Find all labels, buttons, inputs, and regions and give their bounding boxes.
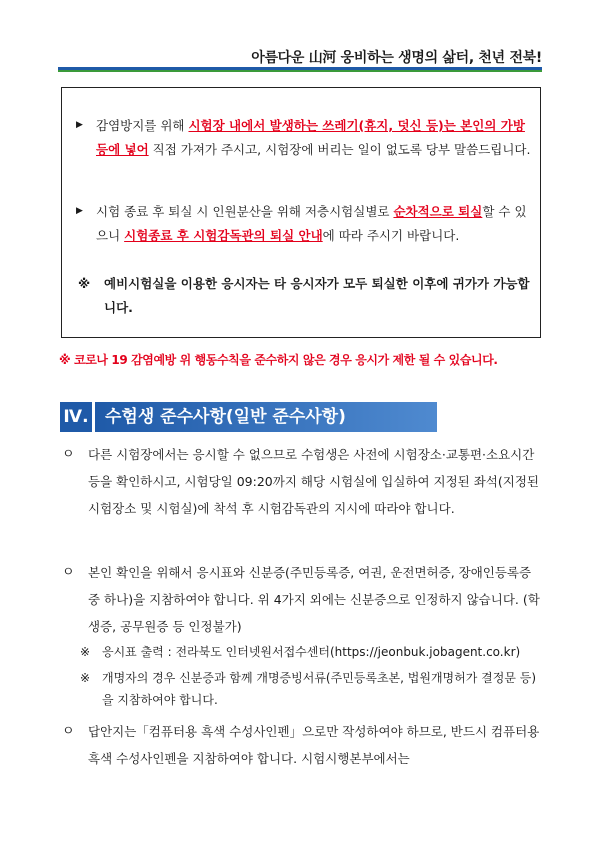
note-mark: ※ xyxy=(80,645,91,659)
circle-bullet-icon: ㅇ xyxy=(62,447,75,462)
circle-bullet-icon: ㅇ xyxy=(62,724,75,739)
notice-reference xyxy=(78,272,538,319)
rule-item-identification xyxy=(62,559,542,640)
notice-item-text xyxy=(96,200,536,247)
text-plain: 시험 종료 후 퇴실 시 인원분산을 위해 저층시험실별로 xyxy=(96,204,394,219)
section-heading xyxy=(60,402,540,432)
header-slogan: 아름다운 山河 웅비하는 생명의 삶터, 천년 전북! xyxy=(251,50,542,66)
header-rule-green xyxy=(58,70,542,72)
reference-text: 예비시험실을 이용한 응시자는 타 응시자가 모두 퇴실한 이후에 귀가가 가능합니다. xyxy=(104,276,530,315)
notice-item-trash xyxy=(76,114,536,161)
text-plain: 할 수 있으니 xyxy=(96,204,527,243)
rule-item-answer-sheet xyxy=(62,718,542,772)
notice-item-text xyxy=(96,114,536,161)
notice-item-exit xyxy=(76,200,536,247)
rule-item-location xyxy=(62,441,542,522)
note-mark: ※ xyxy=(80,671,91,685)
reference-mark: ※ xyxy=(78,276,91,291)
text-emphasis: 시험종료 후 시험감독관의 퇴실 안내 xyxy=(124,227,323,243)
text-emphasis: 순차적으로 퇴실 xyxy=(393,204,483,219)
section-number: Ⅳ. xyxy=(60,402,92,432)
section-title: 수험생 준수사항(일반 준수사항) xyxy=(95,402,437,432)
text-plain: 감염방지를 위해 xyxy=(96,118,189,133)
circle-bullet-icon: ㅇ xyxy=(62,565,75,580)
rule-item-text: 본인 확인을 위해서 응시표와 신분증(주민등록증, 여권, 운전면허증, 장애인등록증 중 하나)을 지참하여야 합니다. 위 4가지 외에는 신분증으로 인정하지 않습니다. (학생증, 공무원증 등 인정불가) xyxy=(88,565,540,634)
text-emphasis: 시험장 내에서 발생하는 쓰레기(휴지, 덧신 등)는 본인의 가방 등에 넣어 xyxy=(96,118,525,157)
rule-item-text: 다른 시험장에서는 응시할 수 없으므로 수험생은 사전에 시험장소·교통편·소요시간 등을 확인하시고, 시험당일 09:20까지 해당 시험실에 입실하여 지정된 좌석(지정된 시험장소 및 시험실)에 착석 후 시험감독관의 지시에 따라야 합니다. xyxy=(88,447,539,516)
triangle-bullet-icon: ▶ xyxy=(76,120,83,130)
triangle-bullet-icon: ▶ xyxy=(76,206,83,216)
sub-note-name-change xyxy=(80,667,540,711)
sub-note-text: 개명자의 경우 신분증과 함께 개명증빙서류(주민등록초본, 법원개명허가 결정문 등)을 지참하여야 합니다. xyxy=(102,671,537,707)
notice-box xyxy=(61,87,541,338)
sub-note-text: 응시표 출력 : 전라북도 인터넷원서접수센터(https://jeonbuk.jobagent.co.kr) xyxy=(102,645,521,659)
text-plain: 직접 가져가 주시고, 시험장에 버리는 일이 없도록 당부 말씀드립니다. xyxy=(148,141,531,157)
sub-note-ticket-print xyxy=(80,641,540,663)
text-plain: 에 따라 주시기 바랍니다. xyxy=(322,227,460,243)
rule-item-text: 답안지는「컴퓨터용 흑색 수성사인펜」으로만 작성하여야 하므로, 반드시 컴퓨터용 흑색 수성사인펜을 지참하여야 합니다. 시험시행본부에서는 xyxy=(88,724,540,766)
covid-warning: ※ 코로나 19 감염예방 위 행동수칙을 준수하지 않은 경우 응시가 제한 될 수 있습니다. xyxy=(59,353,498,367)
